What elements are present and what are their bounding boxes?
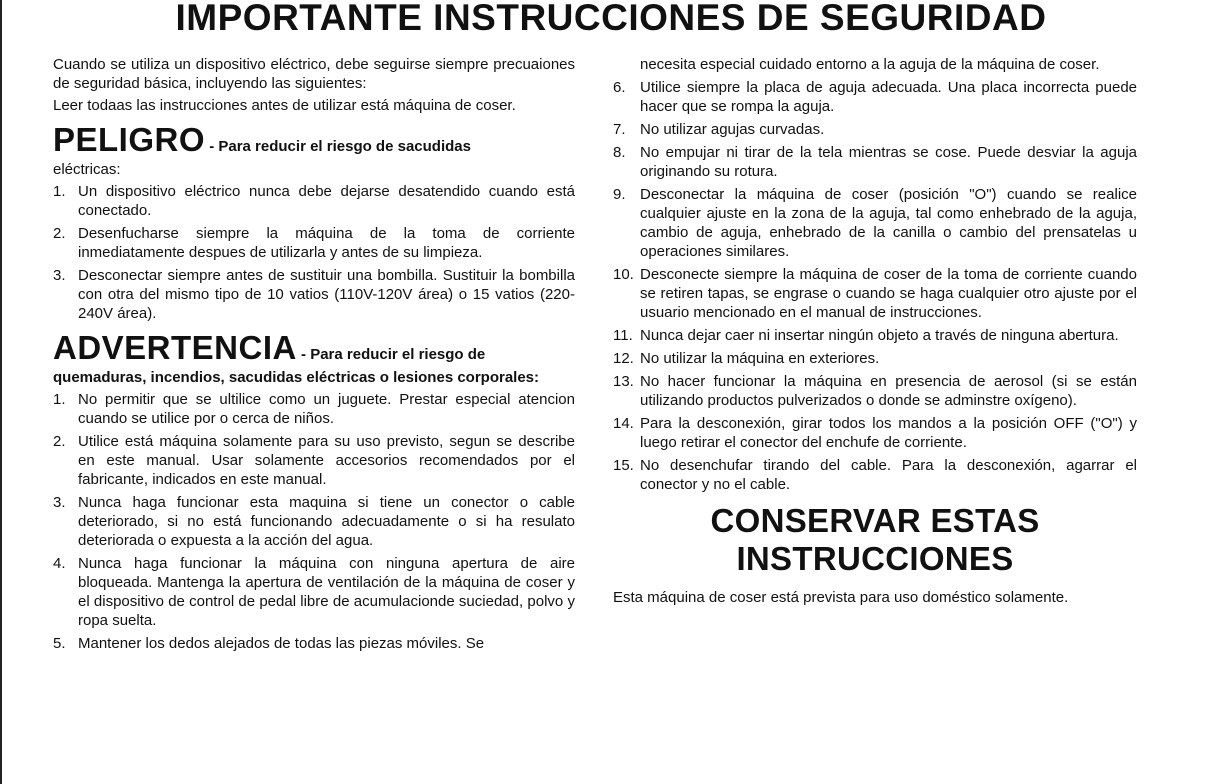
item-number: 7.	[613, 121, 626, 138]
list-item	[53, 266, 575, 323]
item-number: 3.	[53, 267, 66, 284]
list-item	[613, 372, 1137, 410]
list-item-continuation: necesita especial cuidado entorno a la aguja de la máquina de coser.	[640, 56, 1100, 73]
item-text: Utilice está máquina solamente para su uso previsto, segun se describe en este manual. Usar solamente accesorios recomendados por el fabricante, indicados en este manual.	[78, 433, 575, 488]
list-item	[613, 326, 1137, 345]
advertencia-subtitle: - Para reducir el riesgo de	[296, 346, 486, 363]
intro-paragraph: Leer todaas las instrucciones antes de utilizar está máquina de coser.	[53, 97, 516, 114]
item-number: 4.	[53, 555, 66, 572]
list-item	[613, 456, 1137, 494]
item-number: 2.	[53, 225, 66, 242]
keep-heading-line1: CONSERVAR ESTAS	[710, 502, 1040, 539]
item-number: 8.	[613, 144, 626, 161]
peligro-subtitle: - Para reducir el riesgo de sacudidas	[205, 138, 471, 155]
item-text: Desconectar siempre antes de sustituir una bombilla. Sustituir la bombilla con otra del mismo tipo de 10 vatios (110V-120V área) o 15 vatios (220-240V área).	[78, 267, 575, 322]
list-item	[613, 265, 1137, 322]
list-item	[613, 349, 1137, 368]
list-item	[613, 78, 1137, 116]
keep-heading-line2: INSTRUCCIONES	[736, 540, 1014, 577]
item-text: Desconecte siempre la máquina de coser de la toma de corriente cuando se retiren tapas, se engrase o cuando se haga cualquier otro ajuste por el usuario mencionado en el manual de instrucciones.	[640, 266, 1137, 321]
item-text: No utilizar la máquina en exteriores.	[640, 350, 880, 367]
item-text: Un dispositivo eléctrico nunca debe dejarse desatendido cuando está conectado.	[78, 183, 575, 219]
left-column	[53, 55, 575, 657]
item-text: No utilizar agujas curvadas.	[640, 121, 825, 138]
item-number: 1.	[53, 183, 66, 200]
domestic-use-note: Esta máquina de coser está prevista para uso doméstico solamente.	[613, 589, 1069, 606]
advertencia-list-continued	[613, 78, 1137, 494]
list-item	[53, 390, 575, 428]
item-text: Nunca haga funcionar esta maquina si tiene un conector o cable deteriorado, si no está funcionando adecuadamente o si ha resulato deteriorada o expuesta a la acción del agua.	[78, 494, 575, 549]
page-border	[0, 0, 2, 784]
item-number: 3.	[53, 494, 66, 511]
list-item	[613, 143, 1137, 181]
list-item	[53, 224, 575, 262]
item-text: Utilice siempre la placa de aguja adecuada. Una placa incorrecta puede hacer que se rompa la aguja.	[640, 79, 1137, 115]
item-text: Mantener los dedos alejados de todas las piezas móviles. Se	[78, 635, 485, 652]
item-text: No hacer funcionar la máquina en presencia de aerosol (si se están utilizando productos pulverizados o donde se adminstre oxígeno).	[640, 373, 1137, 409]
item-number: 11.	[613, 327, 633, 344]
item-number: 6.	[613, 79, 626, 96]
keep-instructions-heading	[613, 502, 1137, 578]
intro-paragraph: Cuando se utiliza un dispositivo eléctrico, debe seguirse siempre precuaiones de seguridad básica, incluyendo las siguientes:	[53, 56, 575, 92]
advertencia-subtitle-cont: quemaduras, incendios, sacudidas eléctricas o lesiones corporales:	[53, 369, 540, 386]
item-number: 13.	[613, 373, 634, 390]
peligro-heading: PELIGRO	[53, 121, 206, 158]
peligro-list	[53, 182, 575, 323]
list-item	[613, 185, 1137, 261]
item-text: Nunca haga funcionar la máquina con ninguna apertura de aire bloqueada. Mantenga la apertura de ventilación de la máquina de coser y el dispositivo de control de pedal libre de acumulacionde suciedad, polvo y ropa suelta.	[78, 555, 575, 629]
item-text: Desconectar la máquina de coser (posición "O") cuando se realice cualquier ajuste en la zona de la aguja, tal como enhebrado de la aguja, cambio de aguja, enhebrado de la canilla o cambio del prensatelas u operaciones similares.	[640, 186, 1137, 260]
advertencia-list	[53, 390, 575, 653]
list-item	[53, 432, 575, 489]
item-text: No permitir que se ultilice como un juguete. Prestar especial atencion cuando se utilice por o cerca de niños.	[78, 391, 575, 427]
item-text: No desenchufar tirando del cable. Para la desconexión, agarrar el conector y no el cable.	[640, 457, 1137, 493]
item-text: Para la desconexión, girar todos los mandos a la posición OFF ("O") y luego retirar el conector del enchufe de corriente.	[640, 415, 1137, 451]
item-number: 12.	[613, 350, 634, 367]
item-text: Nunca dejar caer ni insertar ningún objeto a través de ninguna abertura.	[640, 327, 1119, 344]
peligro-subtitle-cont: eléctricas:	[53, 161, 121, 178]
item-text: Desenfucharse siempre la máquina de la toma de corriente inmediatamente despues de utilizarla y antes de su limpieza.	[78, 225, 575, 261]
item-number: 14.	[613, 415, 634, 432]
list-item	[613, 414, 1137, 452]
item-text: No empujar ni tirar de la tela mientras se cose. Puede desviar la aguja originando su rotura.	[640, 144, 1137, 180]
item-number: 9.	[613, 186, 626, 203]
advertencia-heading: ADVERTENCIA	[53, 329, 297, 366]
item-number: 5.	[53, 635, 66, 652]
item-number: 15.	[613, 457, 634, 474]
list-item	[53, 493, 575, 550]
list-item	[613, 120, 1137, 139]
list-item	[53, 634, 575, 653]
item-number: 10.	[613, 266, 634, 283]
page-title: IMPORTANTE INSTRUCCIONES DE SEGURIDAD	[175, 0, 1047, 38]
item-number: 1.	[53, 391, 66, 408]
list-item	[53, 554, 575, 630]
right-column	[613, 55, 1137, 610]
list-item	[53, 182, 575, 220]
item-number: 2.	[53, 433, 66, 450]
